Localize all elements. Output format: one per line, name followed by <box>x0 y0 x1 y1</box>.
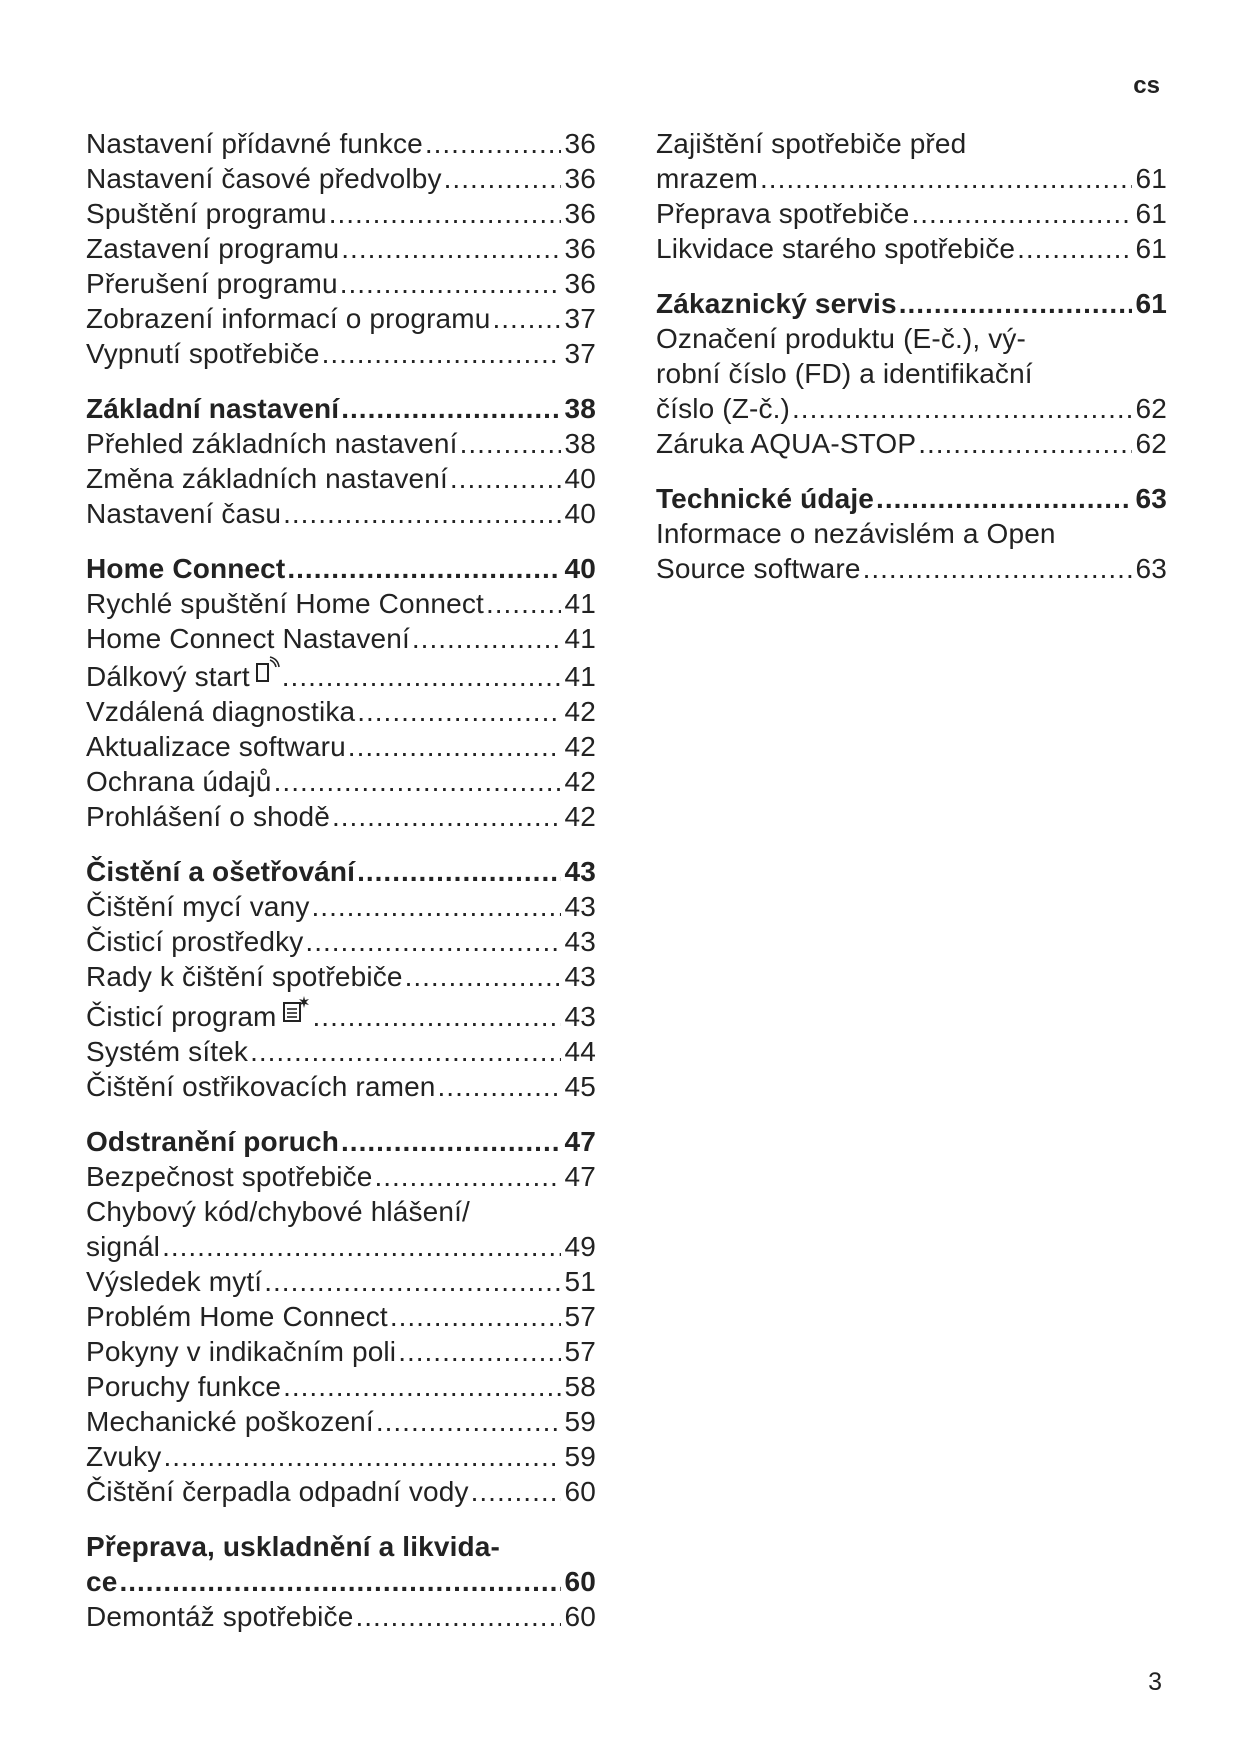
toc-entry-cisteni-a-osetrovani[interactable] <box>86 854 596 889</box>
page-ref: 41 <box>564 588 596 619</box>
toc-section <box>656 126 1167 266</box>
page-ref: 42 <box>564 766 596 797</box>
language-code: cs <box>1133 72 1160 99</box>
entry-title: Poruchy funkce <box>86 1371 282 1402</box>
entry-title: Problém Home Connect <box>86 1301 388 1332</box>
entry-title: Bezpečnost spotřebiče <box>86 1161 373 1192</box>
toc-entry-ochrana-udaju[interactable] <box>86 764 596 799</box>
dot-leader <box>287 551 560 586</box>
toc-entry-vypnuti-spotrebice[interactable] <box>86 336 596 371</box>
toc-entry-zastaveni-programu[interactable] <box>86 231 596 266</box>
entry-title: Home Connect Nastavení <box>86 623 410 654</box>
entry-title-line: Source software <box>656 553 861 584</box>
entry-title: Zastavení programu <box>86 233 340 264</box>
toc-entry-rady-k-cisteni-spotrebice[interactable] <box>86 959 596 994</box>
entry-title: Základní nastavení <box>86 393 340 424</box>
page-ref: 37 <box>564 303 596 334</box>
dot-leader <box>390 1299 561 1334</box>
toc-entry-zmena-zakladnich-nastaveni[interactable] <box>86 461 596 496</box>
entry-title: Nastavení časové předvolby <box>86 163 442 194</box>
toc-entry-system-sitek[interactable] <box>86 1034 596 1069</box>
entry-title: Dálkový start <box>86 661 250 692</box>
dot-leader <box>438 1069 561 1104</box>
dot-leader <box>412 621 561 656</box>
dot-leader <box>376 1404 561 1439</box>
page-ref: 40 <box>564 463 596 494</box>
toc-section <box>86 391 596 531</box>
toc-entry-preruseni-programu[interactable] <box>86 266 596 301</box>
page-ref: 43 <box>564 1001 596 1032</box>
entry-title-line: Označení produktu (E-č.), vý- <box>656 323 1027 354</box>
toc-section <box>86 126 596 371</box>
toc-entry-odstraneni-poruch[interactable] <box>86 1124 596 1159</box>
dot-leader <box>329 196 561 231</box>
entry-title: Zvuky <box>86 1441 162 1472</box>
page-ref: 61 <box>1135 288 1167 319</box>
page-ref: 42 <box>564 801 596 832</box>
toc-left-column <box>86 126 596 1654</box>
entry-title-line: Zajištění spotřebiče před <box>656 128 967 159</box>
toc-entry-nastaveni-casove-predvolby[interactable] <box>86 161 596 196</box>
toc-entry-oznaceni-produktu-e-c-vy-robni-cislo-fd-a-identifikacni-cislo-z-c[interactable] <box>656 321 1167 426</box>
page-ref: 63 <box>1135 483 1167 514</box>
entry-title-line: číslo (Z-č.) <box>656 393 791 424</box>
entry-title: Změna základních nastavení <box>86 463 448 494</box>
entry-title: Home Connect <box>86 553 286 584</box>
toc-entry-cistici-prostredky[interactable] <box>86 924 596 959</box>
dot-leader <box>863 551 1132 586</box>
entry-title: Systém sítek <box>86 1036 249 1067</box>
entry-title: Přerušení programu <box>86 268 338 299</box>
toc-entry-cistici-program[interactable] <box>86 994 596 1034</box>
toc-entry-cisteni-ostrikovacich-ramen[interactable] <box>86 1069 596 1104</box>
entry-title: Nastavení času <box>86 498 282 529</box>
entry-title: Zákaznický servis <box>656 288 897 319</box>
entry-title: Nastavení přídavné funkce <box>86 128 423 159</box>
page-number: 3 <box>1148 1668 1162 1696</box>
page-ref: 61 <box>1135 163 1167 194</box>
entry-title: Čistění a ošetřování <box>86 856 356 887</box>
entry-title: Demontáž spotřebiče <box>86 1601 354 1632</box>
page-ref: 62 <box>1135 393 1167 424</box>
dot-leader <box>398 1334 560 1369</box>
dot-leader <box>283 1369 560 1404</box>
dot-leader <box>876 481 1132 516</box>
toc-section <box>86 551 596 834</box>
entry-title: Čištění ostřikovacích ramen <box>86 1071 436 1102</box>
page-ref: 41 <box>564 623 596 654</box>
toc-entry-cisteni-cerpadla-odpadni-vody[interactable] <box>86 1474 596 1509</box>
page-ref: 51 <box>564 1266 596 1297</box>
dot-leader <box>357 694 560 729</box>
toc-entry-nastaveni-pridavne-funkce[interactable] <box>86 126 596 161</box>
page-ref: 45 <box>564 1071 596 1102</box>
toc-entry-zvuky[interactable] <box>86 1439 596 1474</box>
dot-leader <box>313 999 561 1034</box>
toc-entry-spusteni-programu[interactable] <box>86 196 596 231</box>
page-ref: 43 <box>564 961 596 992</box>
dot-leader <box>282 659 561 694</box>
dot-leader <box>341 391 560 426</box>
toc-entry-rychle-spusteni-home-connect[interactable] <box>86 586 596 621</box>
toc-entry-cisteni-myci-vany[interactable] <box>86 889 596 924</box>
toc-entry-zobrazeni-informaci-o-programu[interactable] <box>86 301 596 336</box>
entry-title: Přeprava spotřebiče <box>656 198 910 229</box>
entry-title: Likvidace starého spotřebiče <box>656 233 1016 264</box>
entry-title-line: Informace o nezávislém a Open <box>656 518 1056 549</box>
entry-title-line: Přeprava, uskladnění a likvida- <box>86 1531 500 1562</box>
page-ref: 57 <box>564 1301 596 1332</box>
page-ref: 47 <box>564 1161 596 1192</box>
page-ref: 43 <box>564 856 596 887</box>
dot-leader <box>486 586 561 621</box>
entry-title-line: mrazem <box>656 163 759 194</box>
entry-title: Mechanické poškození <box>86 1406 374 1437</box>
toc-section <box>656 481 1167 586</box>
dot-leader <box>792 391 1132 426</box>
page-ref: 57 <box>564 1336 596 1367</box>
page-ref: 60 <box>564 1476 596 1507</box>
toc-entry-preprava-spotrebice[interactable] <box>656 196 1167 231</box>
page-ref: 38 <box>564 393 596 424</box>
page-ref: 36 <box>564 198 596 229</box>
page-ref: 47 <box>564 1126 596 1157</box>
page-ref: 36 <box>564 268 596 299</box>
toc-entry-zajisteni-spotrebice-pred-mrazem[interactable] <box>656 126 1167 196</box>
toc-entry-prohlaseni-o-shode[interactable] <box>86 799 596 834</box>
page-ref: 38 <box>564 428 596 459</box>
dot-leader <box>274 764 561 799</box>
remote-start-icon <box>254 656 280 694</box>
page-ref: 40 <box>564 498 596 529</box>
entry-title: Technické údaje <box>656 483 875 514</box>
toc-entry-home-connect-nastaveni[interactable] <box>86 621 596 656</box>
entry-title: Vypnutí spotřebiče <box>86 338 320 369</box>
toc-entry-pokyny-v-indikacnim-poli[interactable] <box>86 1334 596 1369</box>
entry-title: Pokyny v indikačním poli <box>86 1336 397 1367</box>
page-ref: 36 <box>564 163 596 194</box>
dot-leader <box>283 496 560 531</box>
dot-leader <box>163 1439 560 1474</box>
page-ref: 43 <box>564 926 596 957</box>
toc-entry-demontaz-spotrebice[interactable] <box>86 1599 596 1634</box>
dot-leader <box>425 126 561 161</box>
dot-leader <box>340 266 561 301</box>
page-ref: 63 <box>1135 553 1167 584</box>
toc-entry-zakaznicky-servis[interactable] <box>656 286 1167 321</box>
entry-title-line: ce <box>86 1566 118 1597</box>
entry-title: Ochrana údajů <box>86 766 272 797</box>
entry-title: Čištění čerpadla odpadní vody <box>86 1476 469 1507</box>
dot-leader <box>305 924 560 959</box>
entry-title: Odstranění poruch <box>86 1126 340 1157</box>
entry-title: Čisticí prostředky <box>86 926 304 957</box>
toc-entry-nastaveni-casu[interactable] <box>86 496 596 531</box>
toc-section <box>86 854 596 1104</box>
entry-title: Rady k čištění spotřebiče <box>86 961 403 992</box>
entry-title: Prohlášení o shodě <box>86 801 330 832</box>
entry-title: Rychlé spuštění Home Connect <box>86 588 484 619</box>
toc-entry-informace-o-nezavislem-a-open-source-software[interactable] <box>656 516 1167 586</box>
dot-leader <box>374 1159 560 1194</box>
page-ref: 36 <box>564 233 596 264</box>
entry-title: Čištění mycí vany <box>86 891 310 922</box>
toc-right-column <box>656 126 1167 606</box>
dot-leader <box>918 426 1131 461</box>
dot-leader <box>355 1599 560 1634</box>
toc-entry-chybovy-kod-chybove-hlaseni-signal[interactable] <box>86 1194 596 1264</box>
toc-entry-dalkovy-start[interactable] <box>86 656 596 694</box>
toc-section <box>86 1124 596 1509</box>
toc-entry-vzdalena-diagnostika[interactable] <box>86 694 596 729</box>
entry-title-line: signál <box>86 1231 161 1262</box>
toc-entry-preprava-uskladneni-a-likvida-ce[interactable] <box>86 1529 596 1599</box>
dot-leader <box>1017 231 1131 266</box>
machine-care-icon <box>281 994 311 1034</box>
page-ref: 59 <box>564 1441 596 1472</box>
page-ref: 42 <box>564 696 596 727</box>
page-ref: 43 <box>564 891 596 922</box>
dot-leader <box>348 729 561 764</box>
dot-leader <box>760 161 1132 196</box>
entry-title-line: Chybový kód/chybové hlášení/ <box>86 1196 470 1227</box>
page-ref: 36 <box>564 128 596 159</box>
page-ref: 44 <box>564 1036 596 1067</box>
dot-leader <box>162 1229 560 1264</box>
toc-entry-problem-home-connect[interactable] <box>86 1299 596 1334</box>
dot-leader <box>341 1124 561 1159</box>
toc-section <box>656 286 1167 461</box>
entry-title: Zobrazení informací o programu <box>86 303 491 334</box>
toc-entry-vysledek-myti[interactable] <box>86 1264 596 1299</box>
page-ref: 41 <box>564 661 596 692</box>
dot-leader <box>899 286 1132 321</box>
page-ref: 42 <box>564 731 596 762</box>
entry-title: Spuštění programu <box>86 198 327 229</box>
entry-title: Záruka AQUA-STOP <box>656 428 917 459</box>
dot-leader <box>471 1474 561 1509</box>
toc-entry-poruchy-funkce[interactable] <box>86 1369 596 1404</box>
dot-leader <box>312 889 561 924</box>
entry-title: Čisticí program <box>86 1001 277 1032</box>
page-ref: 40 <box>564 553 596 584</box>
page-ref: 37 <box>564 338 596 369</box>
toc-entry-mechanicke-poskozeni[interactable] <box>86 1404 596 1439</box>
dot-leader <box>444 161 561 196</box>
page-ref: 61 <box>1135 198 1167 229</box>
dot-leader <box>460 426 561 461</box>
dot-leader <box>119 1564 560 1599</box>
toc-section <box>86 1529 596 1634</box>
entry-title-line: robní číslo (FD) a identifikační <box>656 358 1033 389</box>
entry-title: Vzdálená diagnostika <box>86 696 356 727</box>
entry-title: Výsledek mytí <box>86 1266 263 1297</box>
toc-entry-zakladni-nastaveni[interactable] <box>86 391 596 426</box>
dot-leader <box>450 461 561 496</box>
dot-leader <box>250 1034 560 1069</box>
toc-entry-bezpecnost-spotrebice[interactable] <box>86 1159 596 1194</box>
dot-leader <box>264 1264 560 1299</box>
page-ref: 58 <box>564 1371 596 1402</box>
toc-entry-prehled-zakladnich-nastaveni[interactable] <box>86 426 596 461</box>
entry-title: Přehled základních nastavení <box>86 428 458 459</box>
dot-leader <box>405 959 561 994</box>
dot-leader <box>911 196 1131 231</box>
dot-leader <box>322 336 561 371</box>
page-ref: 62 <box>1135 428 1167 459</box>
entry-title: Aktualizace softwaru <box>86 731 346 762</box>
dot-leader <box>341 231 560 266</box>
page-ref: 61 <box>1135 233 1167 264</box>
dot-leader <box>332 799 561 834</box>
page-ref: 60 <box>564 1601 596 1632</box>
page-ref: 49 <box>564 1231 596 1262</box>
toc-entry-zaruka-aqua-stop[interactable] <box>656 426 1167 461</box>
dot-leader <box>357 854 560 889</box>
toc-entry-aktualizace-softwaru[interactable] <box>86 729 596 764</box>
toc-entry-likvidace-stareho-spotrebice[interactable] <box>656 231 1167 266</box>
page-ref: 60 <box>564 1566 596 1597</box>
toc-entry-technicke-udaje[interactable] <box>656 481 1167 516</box>
toc-entry-home-connect[interactable] <box>86 551 596 586</box>
page-ref: 59 <box>564 1406 596 1437</box>
dot-leader <box>492 301 560 336</box>
